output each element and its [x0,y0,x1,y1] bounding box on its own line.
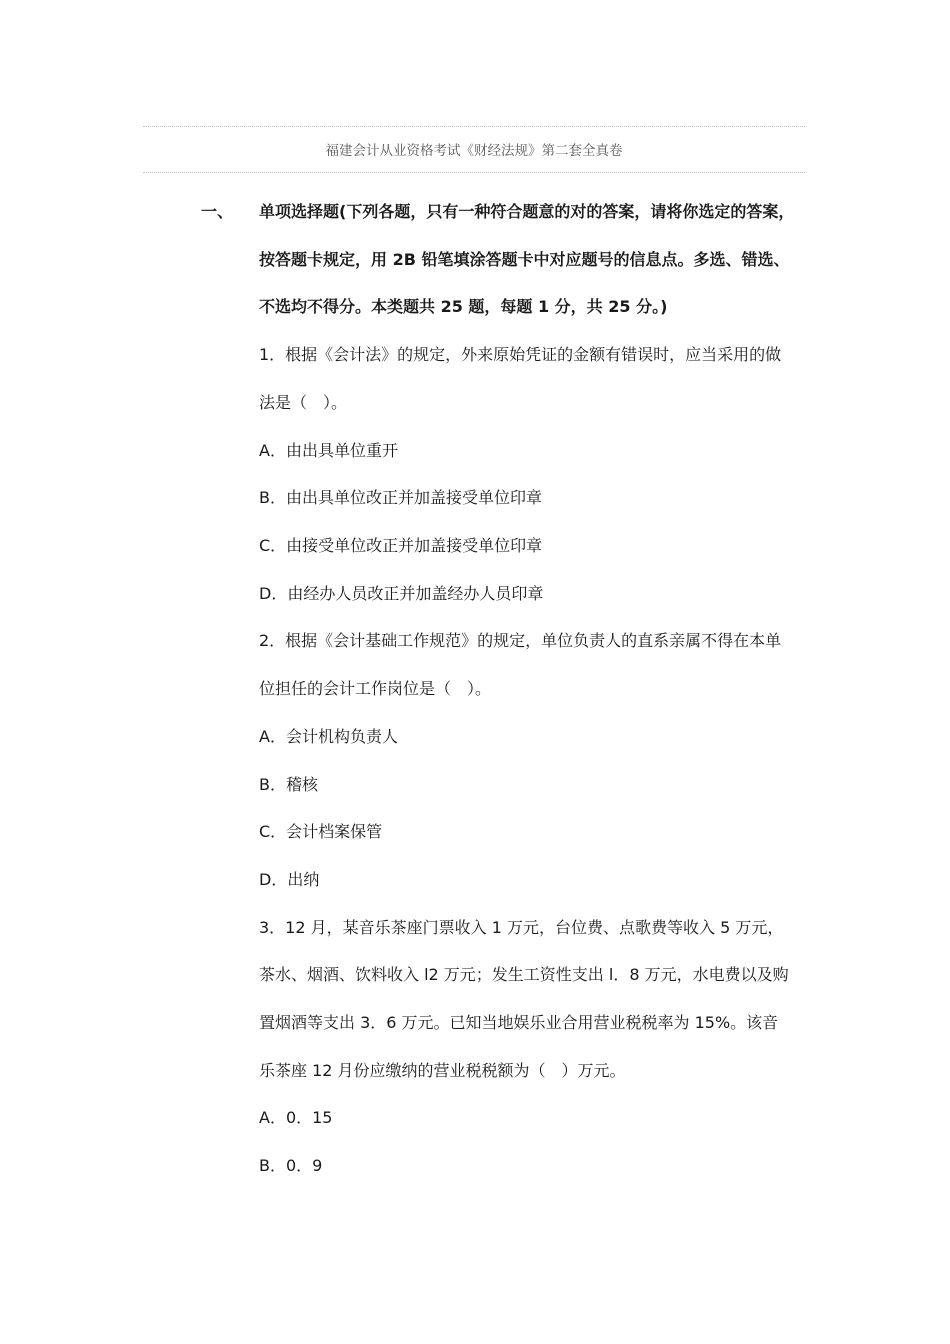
question-1-option-c: C．由接受单位改正并加盖接受单位印章 [259,536,543,555]
section-heading-line: 按答题卡规定，用 2B 铅笔填涂答题卡中对应题号的信息点。多选、错选、 [259,250,790,269]
question-2-option-c: C．会计档案保管 [259,822,383,841]
question-2-option-b: B．稽核 [259,775,318,794]
question-1-option-d: D．由经办人员改正并加盖经办人员印章 [259,584,544,603]
section-number: 一、 [201,202,234,221]
question-1-stem-line: 法是（ ）。 [259,393,348,412]
question-2-stem-line: 2．根据《会计基础工作规范》的规定，单位负责人的直系亲属不得在本单 [259,631,782,650]
section-heading-line: 不选均不得分。本类题共 25 题，每题 1 分，共 25 分。) [259,297,668,316]
question-1-option-a: A．由出具单位重开 [259,441,398,460]
question-3-stem-line: 置烟酒等支出 3．6 万元。已知当地娱乐业合用营业税税率为 15%。该音 [259,1013,779,1032]
question-3-stem-line: 茶水、烟酒、饮料收入 l2 万元；发生工资性支出 l．8 万元，水电费以及购 [259,965,789,984]
question-2-stem-line: 位担任的会计工作岗位是（ ）。 [259,679,492,698]
question-2-option-d: D．出纳 [259,870,320,889]
header-rule-bottom [143,172,805,173]
page-header-title: 福建会计从业资格考试《财经法规》第二套全真卷 [325,143,623,159]
section-heading-line: 单项选择题(下列各题，只有一种符合题意的对的答案，请将你选定的答案， [259,202,795,221]
header-rule-top [143,126,805,127]
question-1-stem-line: 1．根据《会计法》的规定，外来原始凭证的金额有错误时，应当采用的做 [259,345,782,364]
question-1-option-b: B．由出具单位改正并加盖接受单位印章 [259,488,542,507]
question-3-stem-line: 乐茶座 12 月份应缴纳的营业税税额为（ ）万元。 [259,1061,626,1080]
question-3-stem-line: 3．12 月，某音乐茶座门票收入 1 万元，台位费、点歌费等收入 5 万元， [259,918,784,937]
question-2-option-a: A．会计机构负责人 [259,727,398,746]
question-3-option-b: B．0．9 [259,1156,323,1175]
question-3-option-a: A．0．15 [259,1108,333,1127]
